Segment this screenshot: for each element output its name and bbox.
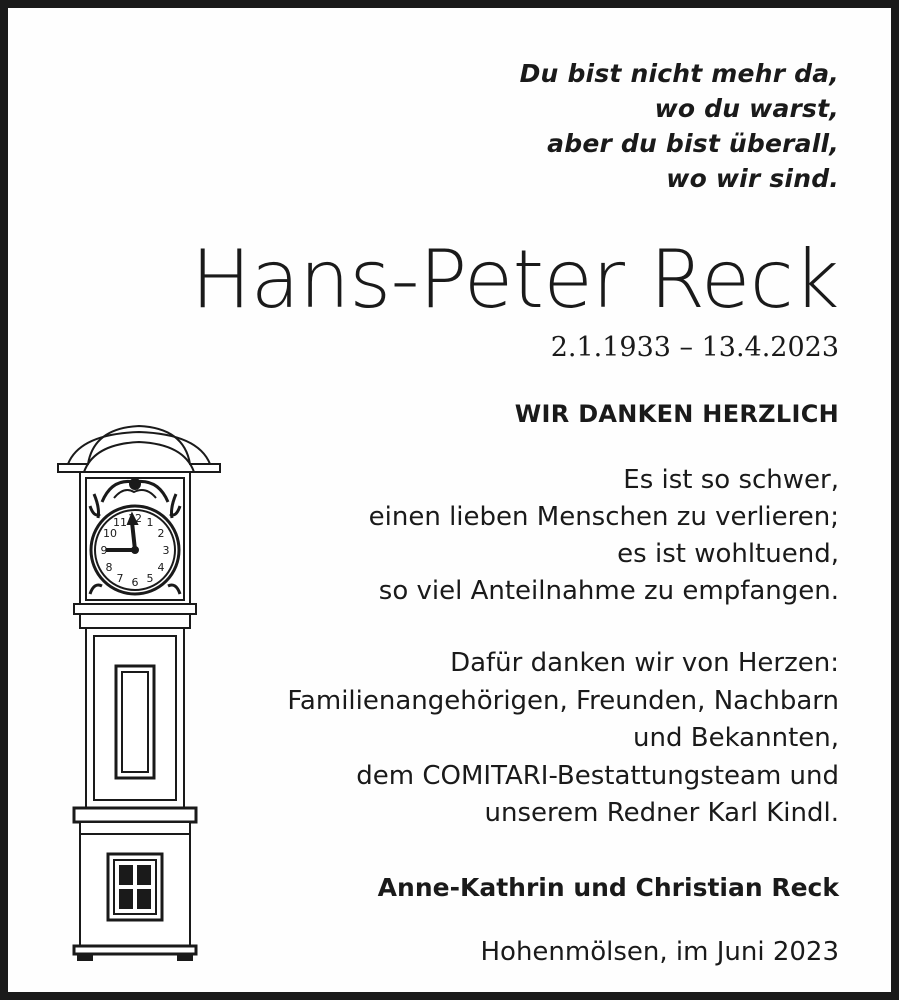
gratitude-text (287, 645, 839, 833)
gratitude-line: Dafür danken wir von Herzen: (450, 648, 839, 678)
thanks-heading: WIR DANKEN HERZLICH (514, 400, 839, 428)
clock-numeral: 1 (146, 516, 154, 529)
poem-line: es ist wohltuend, (617, 539, 839, 569)
quote-line: aber du bist überall, (547, 129, 839, 158)
memorial-quote (520, 56, 839, 196)
gratitude-line: dem COMITARI-Bestattungsteam und (356, 760, 839, 791)
quote-line: wo wir sind. (666, 164, 839, 193)
life-dates: 2.1.1933 – 13.4.2023 (550, 332, 839, 363)
clock-numeral: 5 (146, 572, 154, 585)
clock-numeral: 8 (105, 561, 113, 574)
quote-line: wo du warst, (654, 94, 839, 123)
poem-line: einen lieben Menschen zu verlieren; (368, 502, 839, 532)
poem-line: Es ist so schwer, (623, 465, 839, 495)
deceased-name: Hans-Peter Reck (191, 233, 839, 326)
clock-numeral: 4 (157, 561, 165, 574)
clock-numeral: 6 (131, 576, 139, 589)
quote-line: Du bist nicht mehr da, (519, 59, 839, 88)
clock-numeral: 9 (100, 544, 108, 557)
gratitude-line: und Bekannten, (633, 723, 839, 753)
grandfather-clock-icon (54, 422, 224, 962)
clock-numeral: 12 (128, 512, 142, 525)
signatories: Anne-Kathrin und Christian Reck (377, 873, 839, 902)
poem-line: so viel Anteilnahme zu empfangen. (378, 576, 839, 606)
clock-numeral: 11 (113, 516, 127, 529)
clock-numeral: 10 (103, 527, 117, 540)
condolence-poem (369, 462, 839, 610)
gratitude-line: unserem Redner Karl Kindl. (484, 798, 839, 828)
place-and-date: Hohenmölsen, im Juni 2023 (480, 937, 839, 967)
clock-numeral: 7 (116, 572, 124, 585)
gratitude-line: Familienangehörigen, Freunden, Nachbarn (287, 685, 839, 716)
clock-numeral: 2 (157, 527, 165, 540)
clock-numeral: 3 (162, 544, 170, 557)
